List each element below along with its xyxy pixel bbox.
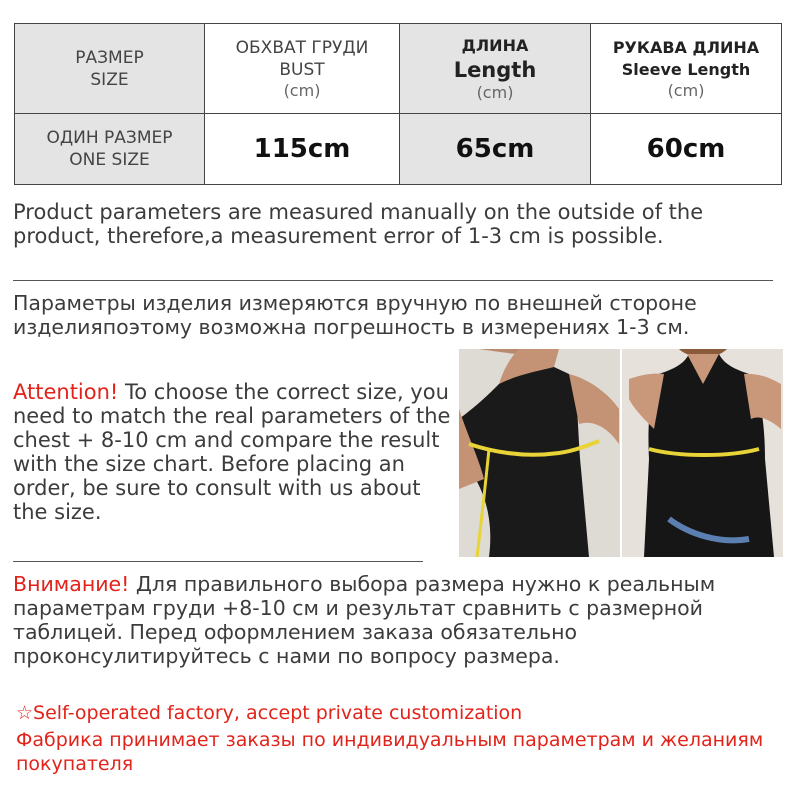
header-sleeve — [591, 24, 782, 114]
header-sleeve-en: Sleeve Length — [621, 59, 751, 79]
size-table-header-row — [15, 24, 782, 114]
divider-2 — [13, 561, 423, 562]
factory-note-ru: Фабрика принимает заказы по индивидуальным параметрам и желаниям покупателя — [16, 729, 764, 775]
header-length — [400, 24, 591, 114]
header-size — [15, 24, 205, 114]
attention-text: To choose the correct size, you need to match the real parameters of the chest + 8-10 cm and compare the result with the size chart. Before placing an order, be sure to consult with us about the size. — [13, 380, 451, 524]
cell-bust-value: 115cm — [253, 134, 351, 164]
header-bust-ru: ОБХВАТ ГРУДИ — [235, 37, 369, 58]
cell-bust — [205, 114, 400, 185]
attention-ru — [13, 572, 788, 668]
measurement-notice-en: Product parameters are measured manually on the outside of the product, therefore,a measurement error of 1-3 cm is possible. — [13, 200, 704, 248]
attention-en — [13, 380, 453, 524]
header-size-en: SIZE — [90, 69, 129, 90]
measurement-photo-illustration — [459, 349, 783, 557]
attention-label: Attention! — [13, 380, 119, 404]
cell-size-ru: ОДИН РАЗМЕР — [46, 128, 173, 148]
size-table — [14, 23, 782, 185]
attention-ru-text: Для правильного выбора размера нужно к реальным параметрам груди +8-10 см и результат сравнить с размерной таблицей. Перед оформлением заказа обязательно проконсулитируйтесь с нами по вопросу размера. — [13, 572, 716, 668]
header-sleeve-unit: (cm) — [667, 80, 705, 100]
header-length-en: Length — [453, 57, 537, 82]
cell-length — [400, 114, 591, 185]
cell-length-value: 65cm — [455, 134, 535, 164]
header-size-ru: РАЗМЕР — [75, 47, 144, 68]
measurement-photo — [459, 349, 783, 557]
cell-size-en: ONE SIZE — [69, 150, 150, 170]
header-length-unit: (cm) — [476, 82, 514, 102]
header-bust-en: BUST — [279, 59, 325, 80]
divider-1 — [13, 280, 773, 281]
cell-sleeve — [591, 114, 782, 185]
factory-note-en: ☆Self-operated factory, accept private customization — [16, 702, 523, 724]
header-bust-unit: (cm) — [283, 80, 321, 100]
size-table-row — [15, 114, 782, 185]
header-sleeve-ru: РУКАВА ДЛИНА — [612, 37, 760, 57]
cell-size — [15, 114, 205, 185]
attention-ru-label: Внимание! — [13, 572, 130, 596]
header-bust — [205, 24, 400, 114]
measurement-notice-ru: Параметры изделия измеряются вручную по внешней стороне изделияпоэтому возможна погрешность в измерениях 1-3 см. — [13, 291, 697, 339]
cell-sleeve-value: 60cm — [646, 134, 726, 164]
header-length-ru: ДЛИНА — [461, 35, 529, 55]
